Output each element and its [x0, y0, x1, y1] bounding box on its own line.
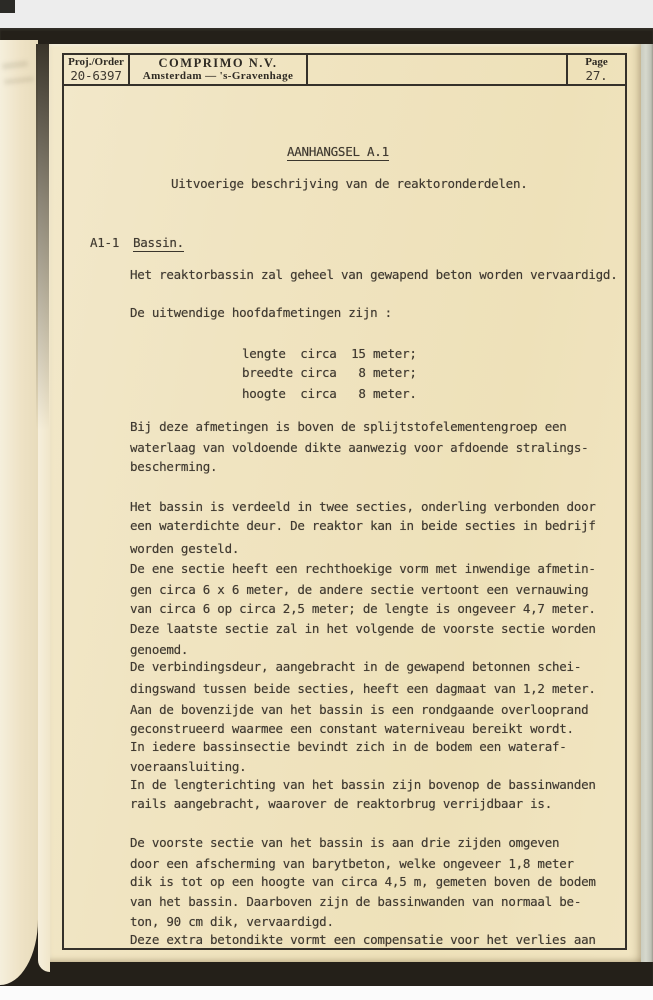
- text-line: De ene sectie heeft een rechthoekige vorm met inwendige afmetin-: [130, 561, 596, 576]
- book-fore-edge: [640, 44, 653, 962]
- text-line: genoemd.: [130, 642, 189, 657]
- showthrough-smudge: [2, 60, 29, 69]
- text-line: een waterdichte deur. De reaktor kan in beide secties in bedrijf: [130, 518, 596, 533]
- text-line: door een afscherming van barytbeton, welke ongeveer 1,8 meter: [130, 856, 574, 871]
- text-line: van circa 6 op circa 2,5 meter; de lengte is ongeveer 4,7 meter.: [130, 601, 596, 616]
- text-line: rails aangebracht, waarover de reaktorbrug verrijdbaar is.: [130, 796, 552, 811]
- text-line: In iedere bassinsectie bevindt zich in de bodem een wateraf-: [130, 739, 567, 754]
- page-label: Page: [585, 56, 608, 68]
- section-number: A1-1: [90, 235, 120, 250]
- text-line: gen circa 6 x 6 meter, de andere sectie vertoont een vernauwing: [130, 582, 589, 597]
- company-location: Amsterdam — 's-Gravenhage: [142, 70, 294, 83]
- text-line: geconstrueerd waarmee een constant waterniveau bereikt wordt.: [130, 721, 574, 736]
- text-line: Aan de bovenzijde van het bassin is een rondgaande overlooprand: [130, 702, 589, 717]
- text-line: dik is tot op een hoogte van circa 4,5 m, gemeten boven de bodem: [130, 874, 596, 889]
- page-stack-left: [0, 40, 38, 985]
- text-line: hoogte circa 8 meter.: [242, 386, 417, 401]
- document-subtitle: Uitvoerige beschrijving van de reaktoronderdelen.: [171, 176, 528, 191]
- text-line: Deze extra betondikte vormt een compensatie voor het verlies aan: [130, 932, 596, 947]
- project-number: 20-6397: [70, 67, 122, 83]
- text-line: Het bassin is verdeeld in twee secties, onderling verbonden door: [130, 499, 596, 514]
- company-name: COMPRIMO N.V.: [158, 56, 278, 70]
- text-line: De verbindingsdeur, aangebracht in de gewapend betonnen schei-: [130, 659, 582, 674]
- text-line: van het bassin. Daarboven zijn de bassinwanden van normaal be-: [130, 894, 582, 909]
- text-line: lengte circa 15 meter;: [242, 346, 417, 361]
- text-line: ton, 90 cm dik, vervaardigd.: [130, 914, 334, 929]
- text-line: Het reaktorbassin zal geheel van gewapend beton worden vervaardigd.: [130, 267, 618, 282]
- page-number: 27.: [585, 67, 608, 83]
- text-line: bescherming.: [130, 459, 218, 474]
- header-cell-company: [130, 55, 308, 84]
- header-cell-page: [568, 55, 625, 84]
- text-line: Bij deze afmetingen is boven de splijtstofelementengroep een: [130, 419, 567, 434]
- header-cell-project: [64, 55, 130, 84]
- document-title: AANHANGSEL A.1: [287, 144, 389, 159]
- text-line: waterlaag van voldoende dikte aanwezig voor afdoende stralings-: [130, 440, 589, 455]
- text-line: Deze laatste sectie zal in het volgende de voorste sectie worden: [130, 621, 596, 636]
- showthrough-smudge: [4, 76, 34, 84]
- photo-background-bottom: [0, 986, 653, 1000]
- text-line: De voorste sectie van het bassin is aan drie zijden omgeven: [130, 835, 560, 850]
- gutter-shadow: [36, 44, 49, 464]
- text-line: breedte circa 8 meter;: [242, 365, 417, 380]
- document-page: [50, 44, 641, 962]
- text-line: De uitwendige hoofdafmetingen zijn :: [130, 305, 392, 320]
- text-line: voeraansluiting.: [130, 759, 247, 774]
- header-cell-empty: [308, 55, 568, 84]
- text-line: In de lengterichting van het bassin zijn bovenop de bassinwanden: [130, 777, 596, 792]
- section-heading: Bassin.: [133, 235, 184, 250]
- text-line: dingswand tussen beide secties, heeft een dagmaat van 1,2 meter.: [130, 681, 596, 696]
- project-label: Proj./Order: [68, 56, 124, 68]
- header-table: [64, 55, 625, 86]
- text-line: worden gesteld.: [130, 541, 240, 556]
- cover-corner: [0, 0, 15, 13]
